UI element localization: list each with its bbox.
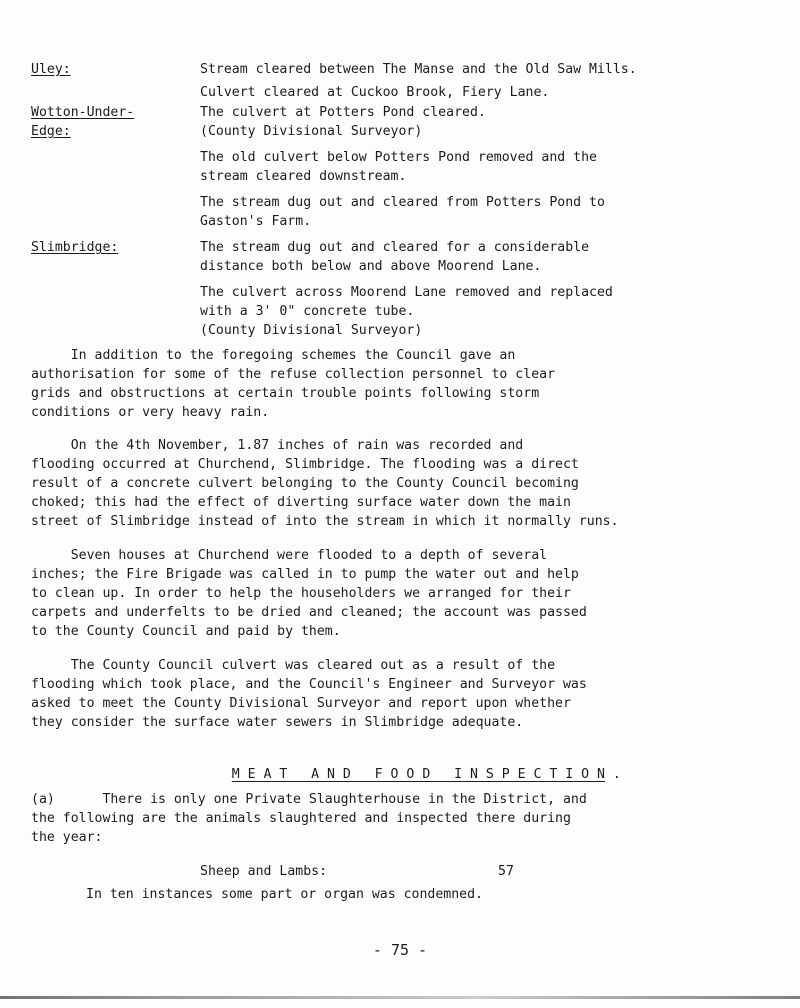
wotton-entry-1-line-2: (County Divisional Surveyor) (200, 124, 423, 139)
paragraph-line: the following are the animals slaughtered and inspected there during (31, 811, 571, 826)
uley-entry (200, 60, 790, 102)
paragraph-line: they consider the surface water sewers in Slimbridge adequate. (31, 715, 524, 730)
slimbridge-entry-2-line-2: with a 3' 0" concrete tube. (200, 304, 415, 319)
slimbridge-entry-1-line-1: The stream dug out and cleared for a considerable (200, 240, 590, 255)
slimbridge-entry-1-line-2: distance both below and above Moorend Lane. (200, 259, 542, 274)
paragraph-line: inches; the Fire Brigade was called in to pump the water out and help (31, 567, 579, 582)
paragraph-line: to clean up. In order to help the householders we arranged for their (31, 586, 571, 601)
wotton-entry-3-line-1: The stream dug out and cleared from Potters Pond to (200, 195, 605, 210)
paragraph-line: Seven houses at Churchend were flooded to a depth of several (31, 548, 548, 563)
wotton-entry-3 (200, 193, 790, 231)
paragraph-slaughterhouse (31, 790, 791, 847)
paragraph-line: flooding occurred at Churchend, Slimbridge. The flooding was a direct (31, 457, 579, 472)
paragraph-line: grids and obstructions at certain trouble points following storm (31, 386, 540, 401)
paragraph-houses (31, 546, 791, 641)
section-label-uley: Uley: (31, 62, 71, 77)
wotton-label-line-1: Wotton-Under- (31, 105, 135, 120)
slimbridge-entry-1 (200, 238, 790, 276)
closing-line (86, 885, 800, 904)
paragraph-line: flooding which took place, and the Council's Engineer and Surveyor was (31, 677, 587, 692)
wotton-entry-2-line-1: The old culvert below Potters Pond removed and the (200, 150, 597, 165)
paragraph-line: the year: (31, 830, 103, 845)
paragraph-line: The County Council culvert was cleared out as a result of the (31, 658, 556, 673)
uley-line-1: Stream cleared between The Manse and the Old Saw Mills. (200, 62, 637, 77)
wotton-entry-1-line-1: The culvert at Potters Pond cleared. (200, 105, 486, 120)
section-label-wotton (31, 103, 134, 141)
slimbridge-entry-2-line-3: (County Divisional Surveyor) (200, 323, 423, 338)
paragraph-line: street of Slimbridge instead of into the stream in which it normally runs. (31, 514, 619, 529)
paragraph-line: authorisation for some of the refuse collection personnel to clear (31, 367, 556, 382)
paragraph-culvert (31, 656, 791, 732)
wotton-label-line-2: Edge: (31, 124, 71, 139)
slimbridge-entry-2-line-1: The culvert across Moorend Lane removed and replaced (200, 285, 613, 300)
slaughter-table-value: 57 (498, 864, 514, 879)
meat-heading-text: M E A T A N D F O O D I N S P E C T I O N (231, 767, 605, 782)
closing-text: In ten instances some part or organ was condemned. (86, 887, 483, 902)
paragraph-line: carpets and underfelts to be dried and cleaned; the account was passed (31, 605, 587, 620)
paragraph-line: conditions or very heavy rain. (31, 405, 270, 420)
paragraph-authorisation (31, 346, 791, 422)
paragraph-line: choked; this had the effect of diverting surface water down the main (31, 495, 571, 510)
page-number: - 75 - (372, 941, 428, 959)
slaughter-table-label: Sheep and Lambs: (200, 864, 328, 879)
wotton-entry-3-line-2: Gaston's Farm. (200, 214, 312, 229)
slimbridge-entry-2 (200, 283, 790, 340)
wotton-entry-2 (200, 148, 790, 186)
paragraph-line: result of a concrete culvert belonging to the County Council becoming (31, 476, 579, 491)
wotton-entry-1 (200, 103, 790, 141)
meat-heading-suffix: . (604, 767, 621, 782)
paragraph-line: In addition to the foregoing schemes the Council gave an (31, 348, 516, 363)
paragraph-line: asked to meet the County Divisional Surveyor and report upon whether (31, 696, 571, 711)
paragraph-line: On the 4th November, 1.87 inches of rain was recorded and (31, 438, 524, 453)
wotton-entry-2-line-2: stream cleared downstream. (200, 169, 407, 184)
paragraph-line: (a) There is only one Private Slaughterhouse in the District, and (31, 792, 587, 807)
paragraph-flooding (31, 436, 791, 531)
section-label-slimbridge: Slimbridge: (31, 240, 119, 255)
scan-edge-divider (0, 996, 800, 999)
uley-line-2: Culvert cleared at Cuckoo Brook, Fiery Lane. (200, 85, 550, 100)
paragraph-line: to the County Council and paid by them. (31, 624, 341, 639)
